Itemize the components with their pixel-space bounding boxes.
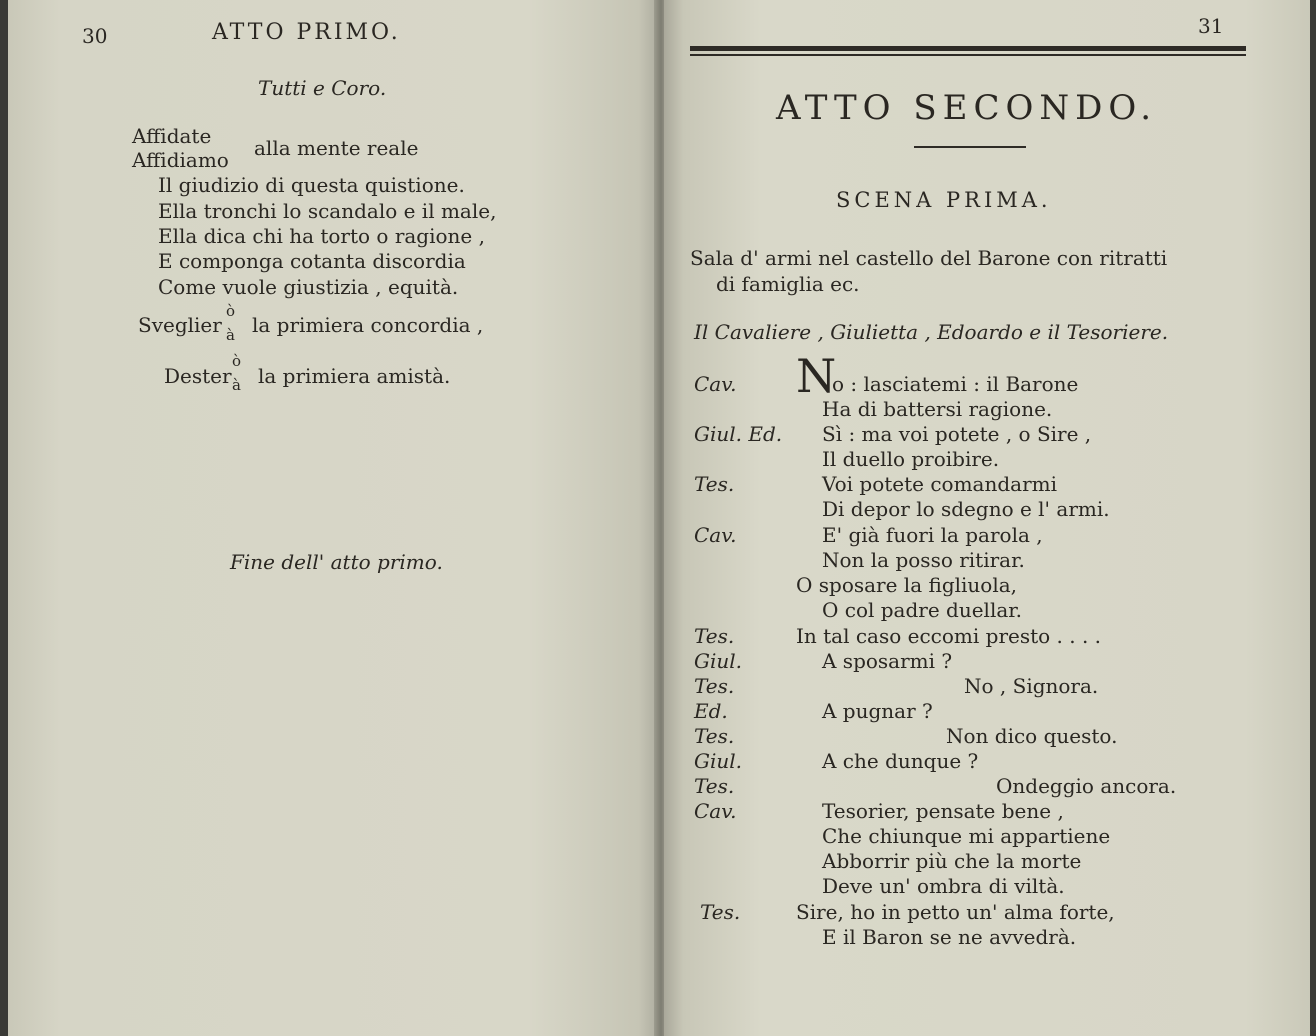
verse-line: Di depor lo sdegno e l' armi.: [822, 497, 1110, 521]
speaker: Tes.: [694, 774, 735, 798]
speaker: Tes.: [700, 900, 741, 924]
speaker: Cav.: [694, 523, 737, 547]
scene-title: SCENA PRIMA.: [836, 188, 1052, 212]
double-rule: [690, 46, 1246, 51]
sveglier-stem: Sveglier: [138, 313, 222, 337]
running-head-left: ATTO PRIMO.: [212, 20, 401, 45]
verse-line: Ella tronchi lo scandalo e il male,: [158, 199, 497, 223]
character-list: Il Cavaliere , Giulietta , Edoardo e il Tesoriere.: [694, 320, 1169, 344]
page-number-right: 31: [1198, 14, 1224, 38]
verse-line: o : lasciatemi : il Barone: [832, 372, 1079, 396]
verse-line: Ondeggio ancora.: [996, 774, 1177, 798]
verse-line: No , Signora.: [964, 674, 1099, 698]
verse-line: Tesorier, pensate bene ,: [822, 799, 1064, 823]
right-page: [664, 0, 1310, 1036]
verse-line: A pugnar ?: [822, 699, 933, 723]
verse-line: Sì : ma voi potete , o Sire ,: [822, 422, 1092, 446]
left-page: [8, 0, 658, 1036]
verse-line: Sire, ho in petto un' alma forte,: [796, 900, 1115, 924]
speaker: Tes.: [694, 674, 735, 698]
speaker: Tes.: [694, 724, 735, 748]
end-of-act: Fine dell' atto primo.: [230, 550, 443, 574]
verse-line: Non dico questo.: [946, 724, 1118, 748]
section-title: Tutti e Coro.: [258, 76, 387, 100]
verse-line: Ha di battersi ragione.: [822, 397, 1053, 421]
verse-line: Il giudizio di questa quistione.: [158, 173, 465, 197]
speaker: Tes.: [694, 624, 735, 648]
verse-line: Il duello proibire.: [822, 447, 1000, 471]
ending-a: à: [226, 326, 235, 344]
verse-line: Come vuole giustizia , equità.: [158, 275, 459, 299]
line1-rest: alla mente reale: [254, 136, 419, 160]
speaker: Tes.: [694, 472, 735, 496]
choice-b: Affidiamo: [132, 148, 229, 172]
setting-line: di famiglia ec.: [716, 272, 860, 296]
verse-line: E il Baron se ne avvedrà.: [822, 925, 1077, 949]
speaker: Giul.: [694, 649, 743, 673]
choice-a: Affidate: [132, 124, 212, 148]
verse-line: A sposarmi ?: [822, 649, 953, 673]
double-rule-thin: [690, 54, 1246, 56]
divider: [914, 146, 1026, 148]
speaker: Cav.: [694, 799, 737, 823]
verse-line: E' già fuori la parola ,: [822, 523, 1043, 547]
verse-line: Abborrir più che la morte: [822, 849, 1082, 873]
dester-stem: Dester: [164, 364, 232, 388]
ending-o: ò: [226, 302, 236, 320]
ending-a: à: [232, 376, 241, 394]
page-number-left: 30: [82, 24, 108, 48]
dester-rest: la primiera amistà.: [258, 364, 451, 388]
speaker: Cav.: [694, 372, 737, 396]
act-title: ATTO SECONDO.: [776, 88, 1158, 128]
ending-o: ò: [232, 352, 242, 370]
sveglier-rest: la primiera concordia ,: [252, 313, 484, 337]
setting-line: Sala d' armi nel castello del Barone con ritratti: [690, 246, 1168, 270]
verse-line: O sposare la figliuola,: [796, 573, 1018, 597]
verse-line: Ella dica chi ha torto o ragione ,: [158, 224, 485, 248]
verse-line: In tal caso eccomi presto . . . .: [796, 624, 1102, 648]
verse-line: Voi potete comandarmi: [822, 472, 1058, 496]
verse-line: Che chiunque mi appartiene: [822, 824, 1111, 848]
speaker: Giul.: [694, 749, 743, 773]
drop-cap: N: [796, 349, 837, 403]
verse-line: E componga cotanta discordia: [158, 249, 466, 273]
speaker: Giul. Ed.: [694, 422, 783, 446]
verse-line: A che dunque ?: [822, 749, 979, 773]
verse-line: Non la posso ritirar.: [822, 548, 1025, 572]
speaker: Ed.: [694, 699, 728, 723]
verse-line: Deve un' ombra di viltà.: [822, 874, 1065, 898]
verse-line: O col padre duellar.: [822, 598, 1022, 622]
